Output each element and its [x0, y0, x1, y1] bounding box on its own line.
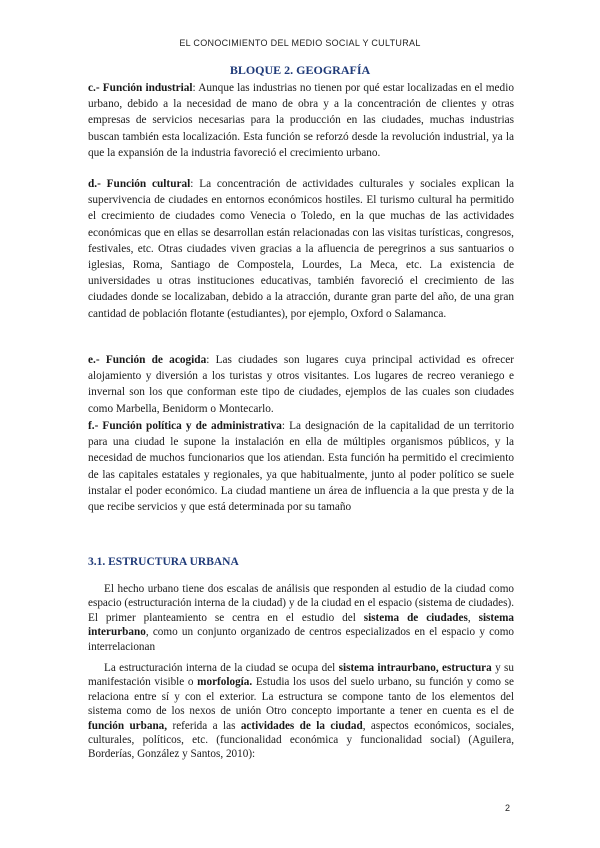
text-run: Estudia los usos del suelo urbano, su función y como se relaciona entre sí y con el exterior. La estructura se compone tanto de los elementos del sistema como de los nexos de unión Otro concepto importante a tener en cuenta es el de	[88, 676, 514, 718]
section-title: 3.1. ESTRUCTURA URBANA	[88, 556, 239, 568]
paragraph-urban-analysis	[88, 582, 514, 654]
bold-term: sistema intraurbano, estructura	[338, 662, 492, 674]
block-title: BLOQUE 2. GEOGRAFÍA	[229, 63, 371, 77]
text-run: , aspectos económicos, sociales, culturales, políticos, etc. (funcionalidad económica y funcionalidad social) (Aguilera, Borderías, González y Santos, 2010):	[88, 719, 515, 761]
paragraph-text: : Las ciudades son lugares cuya principal actividad es ofrecer alojamiento y diversión a los turistas y otros visitantes. Los lugares de recreo veraniego e invernal son los que conforman este tipo de ciudades, ejemplos de las cuales son ciudades como Marbella, Benidorm o Montecarlo.	[88, 354, 514, 415]
paragraph-text: : Aunque las industrias no tienen por qué estar localizadas en el medio urbano, debido a la necesidad de mano de obra y a la concentración de clientes y otras empresas de servicios necesarias para la producción en las ciudades, muchas industrias buscan también esta localización. Esta función se reforzó desde la revolución industrial, ya la que la expansión de la industria favoreció el crecimiento urbano.	[88, 82, 514, 159]
text-run: , como un conjunto organizado de centros especializados en el espacio y como interrelacionan	[88, 626, 514, 653]
term-label: c.- Función industrial	[88, 82, 193, 94]
term-label: d.- Función cultural	[88, 178, 191, 190]
text-run: y su manifestación visible o	[88, 662, 514, 689]
bold-term: función urbana,	[88, 719, 168, 732]
text-run: La estructuración interna de la ciudad se ocupa del	[104, 662, 339, 674]
bold-term: sistema de ciudades	[363, 611, 468, 624]
bold-term: actividades de la ciudad	[240, 719, 363, 732]
paragraph-hosting-function	[88, 352, 514, 417]
running-header: EL CONOCIMIENTO DEL MEDIO SOCIAL Y CULTURAL	[179, 38, 421, 48]
paragraph-text: : La designación de la capitalidad de un territorio para una ciudad le supone la instalación en ella de múltiples organismos públicos, y la necesidad de muchos funcionarios que los atiendan. Esta función ha permitido el crecimiento de las capitales estatales y regionales, ya que habitualmente, junto al poder político se suele instalar el poder económico. La ciudad mantiene un área de influencia a la que presta y de la que recibe servicios y que está determinada por su tamaño	[88, 420, 514, 514]
page-number: 2	[505, 803, 511, 813]
paragraph-internal-structure	[88, 661, 514, 762]
term-label: e.- Función de acogida	[88, 354, 207, 366]
paragraph-cultural-function	[88, 176, 514, 322]
text-run: El hecho urbano tiene dos escalas de análisis que responden al estudio de la ciudad como espacio (estructuración interna de la ciudad) y de la ciudad en el espacio (sistema de ciudades). El primer planteamiento se centra en el estudio del	[88, 583, 514, 624]
paragraph-political-function	[88, 418, 514, 515]
paragraph-text: : La concentración de actividades culturales y sociales explican la supervivencia de ciudades en entornos económicos hostiles. El turismo cultural ha permitido el crecimiento de ciudades como Venecia o Toledo, en la que muchas de las actividades económicas que en ellas se desarrollan están relacionadas con las visitas turísticas, congresos, festivales, etc. Otras ciudades viven gracias a la afluencia de peregrinos a sus santuarios o iglesias, Roma, Santiago de Compostela, Lourdes, La Meca, etc. La existencia de universidades u otras instituciones educativas, también favoreció el crecimiento de las ciudades donde se localizaban, debido a la atracción, durante gran parte del año, de una gran cantidad de población flotante (estudiantes), por ejemplo, Oxford o Salamanca.	[88, 178, 514, 320]
text-run: ,	[467, 611, 479, 624]
bold-term: sistema interurbano	[88, 611, 515, 639]
term-label: f.- Función política y de administrativa	[88, 420, 282, 432]
paragraph-industrial-function	[88, 80, 514, 161]
bold-term: morfología.	[197, 676, 253, 689]
text-run: referida a las	[167, 719, 241, 732]
